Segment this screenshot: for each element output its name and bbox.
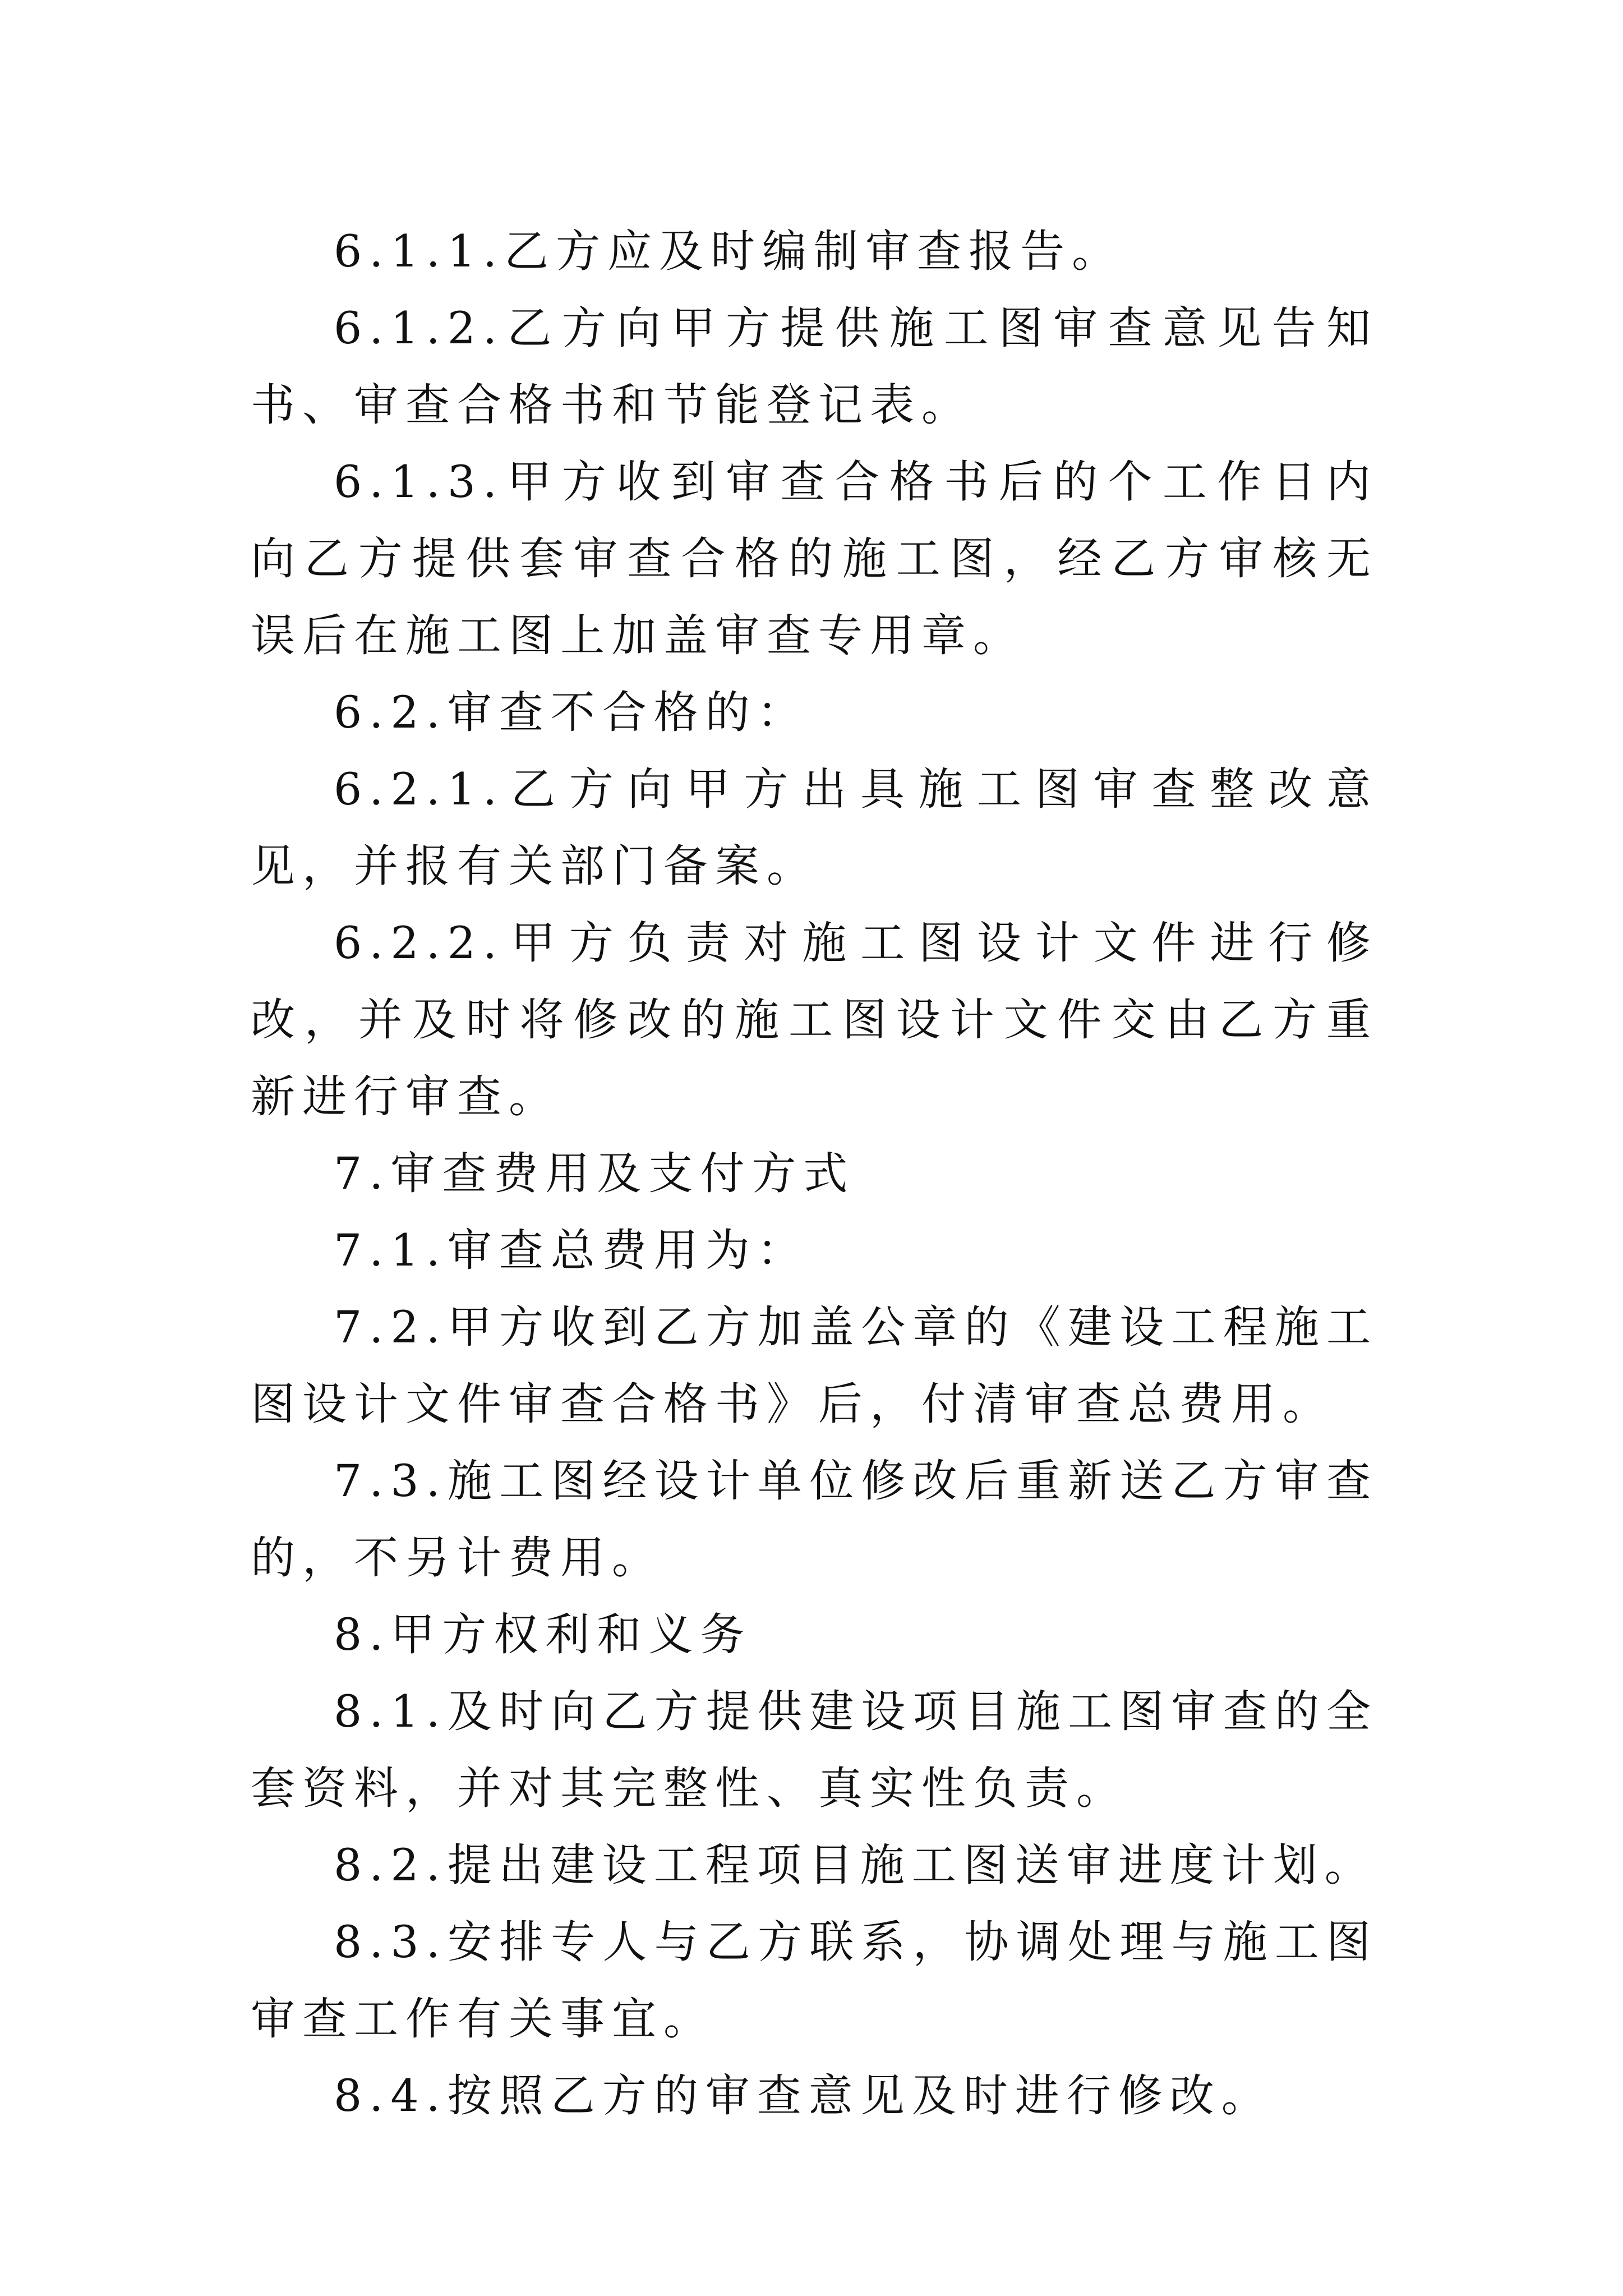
paragraph-6-1-1: 6.1.1.乙方应及时编制审查报告。 bbox=[334, 226, 1124, 277]
paragraph-6-1-2: 6.1.2.乙方向甲方提供施工图审查意见告知书、审查合格书和节能登记表。 bbox=[251, 302, 1378, 431]
paragraph-7-3: 7.3.施工图经设计单位修改后重新送乙方审查的，不另计费用。 bbox=[251, 1455, 1378, 1584]
paragraph-8-2: 8.2.提出建设工程项目施工图送审进度计划。 bbox=[334, 1839, 1376, 1891]
section-heading-7: 7.审查费用及支付方式 bbox=[334, 1148, 855, 1199]
paragraph-6-1-3: 6.1.3.甲方收到审查合格书后的个工作日内向乙方提供套审查合格的施工图，经乙方审核无误后在施工图上加盖审查专用章。 bbox=[251, 456, 1378, 661]
paragraph-7-1: 7.1.审查总费用为： bbox=[334, 1225, 809, 1276]
paragraph-6-2: 6.2.审查不合格的： bbox=[334, 687, 809, 738]
paragraph-8-4: 8.4.按照乙方的审查意见及时进行修改。 bbox=[334, 2070, 1273, 2122]
section-heading-8: 8.甲方权利和义务 bbox=[334, 1609, 752, 1660]
paragraph-7-2: 7.2.甲方收到乙方加盖公章的《建设工程施工图设计文件审查合格书》后，付清审查总费用。 bbox=[251, 1301, 1378, 1430]
paragraph-6-2-2: 6.2.2.甲方负责对施工图设计文件进行修改，并及时将修改的施工图设计文件交由乙方重新进行审查。 bbox=[251, 917, 1378, 1122]
document-body bbox=[251, 213, 1378, 2134]
paragraph-6-2-1: 6.2.1.乙方向甲方出具施工图审查整改意见，并报有关部门备案。 bbox=[251, 763, 1378, 892]
paragraph-8-3: 8.3.安排专人与乙方联系，协调处理与施工图审查工作有关事宜。 bbox=[251, 1916, 1378, 2045]
paragraph-8-1: 8.1.及时向乙方提供建设项目施工图审查的全套资料，并对其完整性、真实性负责。 bbox=[251, 1686, 1378, 1814]
